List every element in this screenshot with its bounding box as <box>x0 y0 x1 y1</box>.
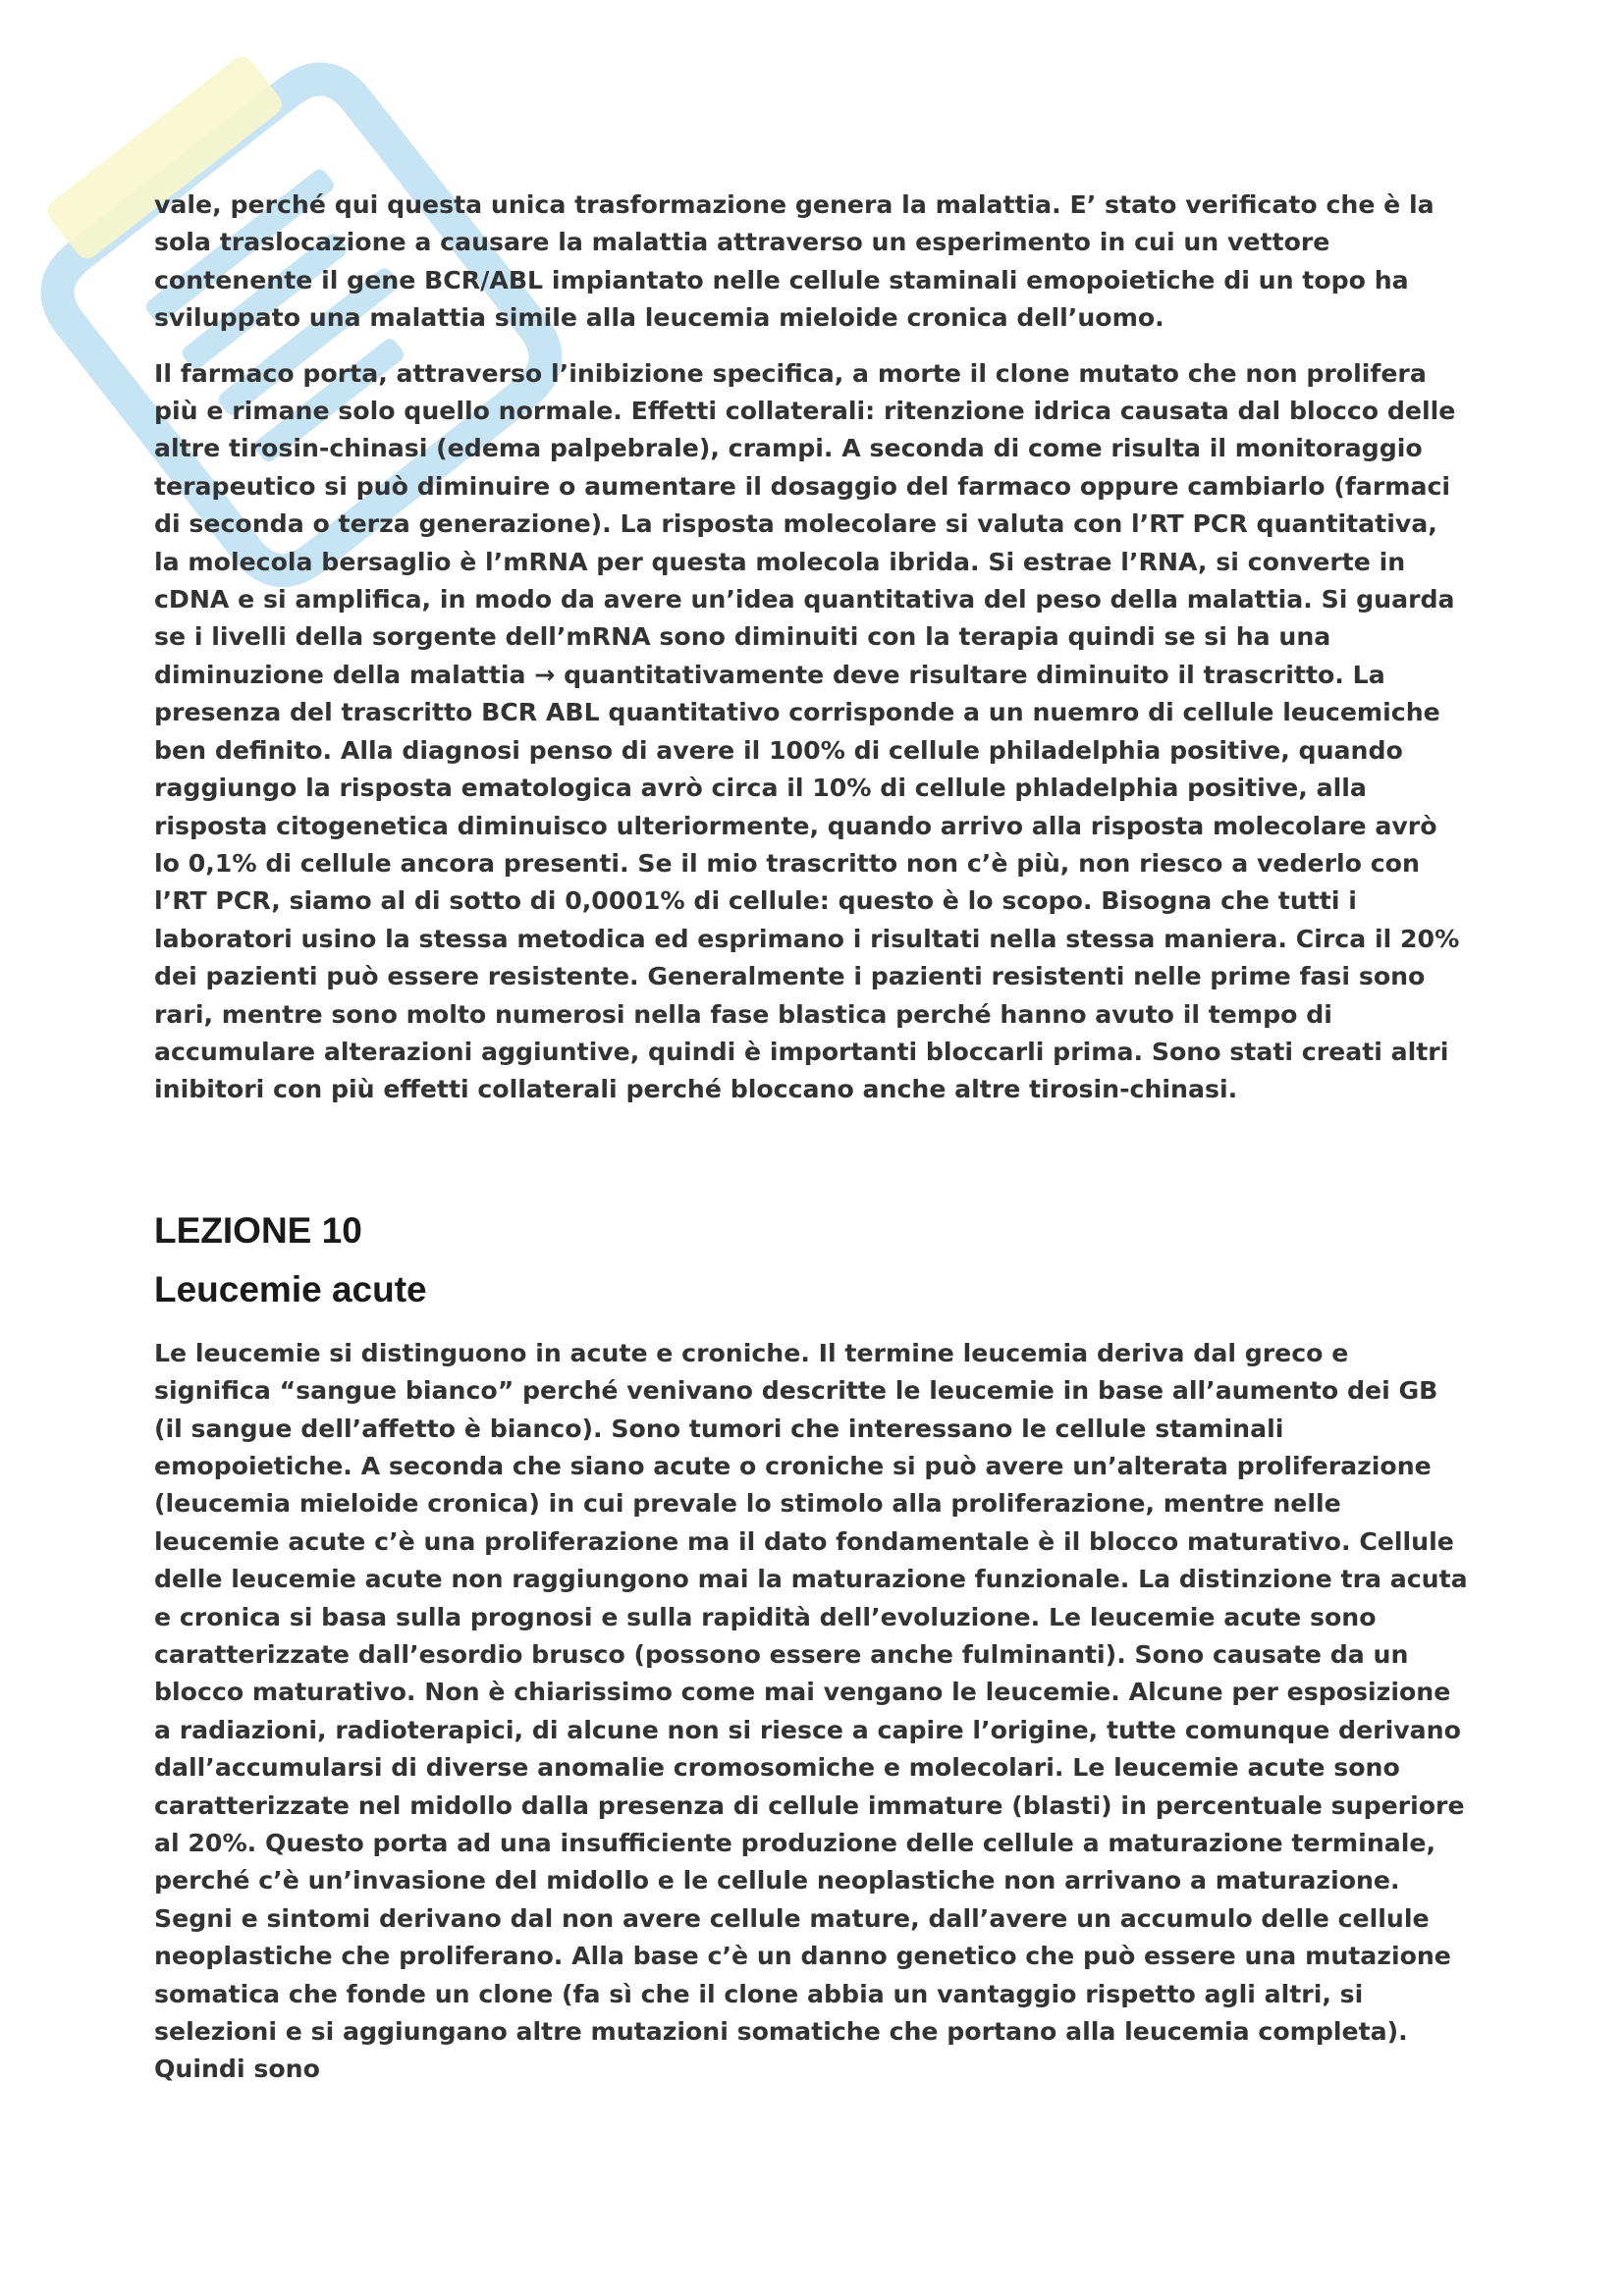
section-title: Leucemie acute <box>154 1268 427 1309</box>
lesson-title: LEZIONE 10 <box>154 1209 362 1251</box>
paragraph-acute-leukemia: Le leucemie si distinguono in acute e croniche. Il termine leucemia deriva dal greco e significa “sangue bianco” perché venivano descritte le leucemie in base all’aumento dei GB (il sangue dell’affetto è bianco). Sono tumori che interessano le cellule staminali emopoietiche. A seconda che siano acute o croniche si può avere un’alterata proliferazione (leucemia mieloide cronica) in cui prevale lo stimolo alla proliferazione, mentre nelle leucemie acute c’è una proliferazione ma il dato fondamentale è il blocco maturativo. Cellule delle leucemie acute non raggiungono mai la maturazione funzionale. La distinzione tra acuta e cronica si basa sulla prognosi e sulla rapidità dell’evoluzione. Le leucemie acute sono caratterizzate dall’esordio brusco (possono essere anche fulminanti). Sono causate da un blocco maturativo. Non è chiarissimo come mai vengano le leucemie. Alcune per esposizione a radiazioni, radioterapici, di alcune non si riesce a capire l’origine, tutte comunque derivano dall’accumularsi di diverse anomalie cromosomiche e molecolari. Le leucemie acute sono caratterizzate nel midollo dalla presenza di cellule immature (blasti) in percentuale superiore al 20%. Questo porta ad una insufficiente produzione delle cellule a maturazione terminale, perché c’è un’invasione del midollo e le cellule neoplastiche non arrivano a maturazione. Segni e sintomi derivano dal non avere cellule mature, dall’avere un accumulo delle cellule neoplastiche che proliferano. Alla base c’è un danno genetico che può essere una mutazione somatica che fonde un clone (fa sì che il clone abbia un vantaggio rispetto agli altri, si selezioni e si aggiungano altre mutazioni somatiche che portano alla leucemia completa). Quindi sono <box>154 1338 1468 2084</box>
paragraph-intro: vale, perché qui questa unica trasformazione genera la malattia. E’ stato verificato che è la sola traslocazione a causare la malattia attraverso un esperimento in cui un vettore contenente il gene BCR/ABL impiantato nelle cellule staminali emopoietiche di un topo ha sviluppato una malattia simile alla leucemia mieloide cronica dell’uomo. <box>154 190 1435 333</box>
paragraph-therapy: Il farmaco porta, attraverso l’inibizione specifica, a morte il clone mutato che non prolifera più e rimane solo quello normale. Effetti collaterali: ritenzione idrica causata dal blocco delle altre tirosin-chinasi (edema palpebrale), crampi. A seconda di come risulta il monitoraggio terapeutico si può diminuire o aumentare il dosaggio del farmaco oppure cambiarlo (farmaci di seconda o terza generazione). La risposta molecolare si valuta con l’RT PCR quantitativa, la molecola bersaglio è l’mRNA per questa molecola ibrida. Si estrae l’RNA, si converte in cDNA e si amplifica, in modo da avere un’idea quantitativa del peso della malattia. Si guarda se i livelli della sorgente dell’mRNA sono diminuiti con la terapia quindi se si ha una diminuzione della malattia → quantitativamente deve risultare diminuito il trascritto. La presenza del trascritto BCR ABL quantitativo corrisponde a un nuemro di cellule leucemiche ben definito. Alla diagnosi penso di avere il 100% di cellule philadelphia positive, quando raggiungo la risposta ematologica avrò circa il 10% di cellule phladelphia positive, alla risposta citogenetica diminuisco ulteriormente, quando arrivo alla risposta molecolare avrò lo 0,1% di cellule ancora presenti. Se il mio trascritto non c’è più, non riesco a vederlo con l’RT PCR, siamo al di sotto di 0,0001% di cellule: questo è lo scopo. Bisogna che tutti i laboratori usino la stessa metodica ed esprimano i risultati nella stessa maniera. Circa il 20% dei pazienti può essere resistente. Generalmente i pazienti resistenti nelle prime fasi sono rari, mentre sono molto numerosi nella fase blastica perché hanno avuto il tempo di accumulare alterazioni aggiuntive, quindi è importanti bloccarli prima. Sono stati creati altri inibitori con più effetti collaterali perché bloccano anche altre tirosin-chinasi. <box>154 358 1460 1104</box>
document-page <box>154 187 1470 2089</box>
